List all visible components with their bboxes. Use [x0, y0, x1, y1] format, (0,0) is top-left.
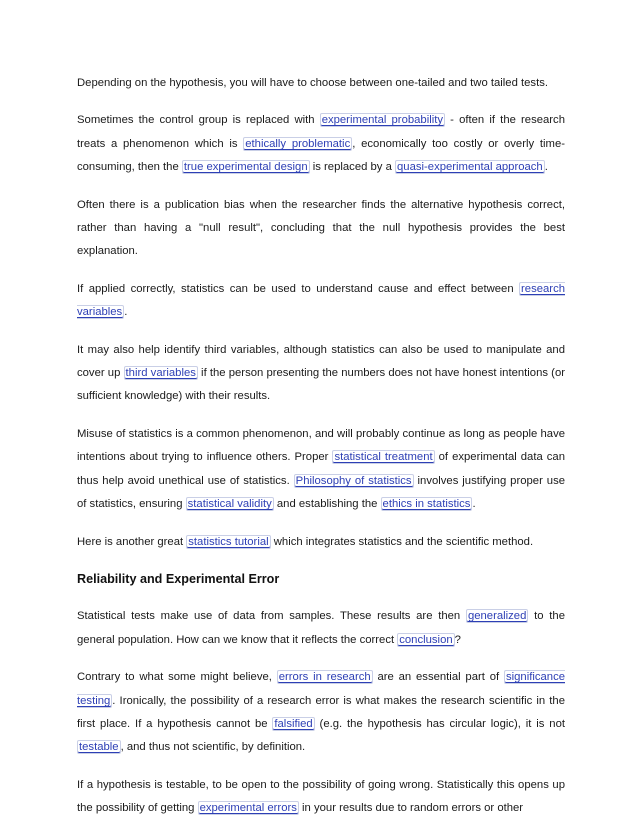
- paragraph-applied-correctly: [77, 278, 565, 325]
- link-significance-testing[interactable]: significance testing: [77, 671, 566, 707]
- paragraph-control-group: [77, 109, 565, 179]
- paragraph-text: Contrary to what some might believe,: [77, 671, 277, 684]
- paragraph-text: Here is another great: [77, 535, 187, 548]
- paragraph-text: is replaced by a: [309, 161, 396, 174]
- link-research-variables[interactable]: research variables: [77, 282, 565, 319]
- document-page: [77, 72, 565, 835]
- paragraph-misuse-of-statistics: [77, 423, 565, 517]
- paragraph-text: .: [544, 161, 548, 174]
- paragraph-text: If a hypothesis is testable, to be open to the possibility of going wrong. Statistically this opens up the possibility of getting: [77, 778, 565, 815]
- link-experimental-probability[interactable]: experimental probability: [321, 114, 444, 127]
- link-third-variables[interactable]: third variables: [125, 367, 196, 380]
- link-conclusion[interactable]: conclusion: [399, 633, 453, 646]
- paragraph-text: It may also help identify third variables, although statistics can also be used to manipulate and cover up: [77, 343, 565, 380]
- paragraph-samples: [77, 605, 565, 652]
- paragraph-text: ?: [454, 633, 461, 646]
- paragraph-text: of experimental data can thus help avoid unethical use of statistics.: [77, 451, 565, 487]
- paragraph-text: . Ironically, the possibility of a research error is what makes the research scientific in the first place. If a hypothesis cannot be: [77, 694, 565, 730]
- paragraph-text: if the person presenting the numbers does not have honest intentions (or sufficient knowledge) with their results.: [77, 367, 565, 403]
- link-statistical-treatment[interactable]: statistical treatment: [334, 451, 433, 464]
- paragraph-text: Often there is a publication bias when the researcher finds the alternative hypothesis correct, rather than having a "null result", concluding that the null hypothesis provides the best explanation.: [77, 198, 565, 258]
- paragraph-text: in your results due to random errors or other: [298, 802, 524, 815]
- paragraph-text: involves justifying proper use of statistics, ensuring: [77, 474, 566, 511]
- paragraph-tailed-tests: [77, 72, 565, 95]
- paragraph-testable-hypothesis: [77, 774, 565, 821]
- paragraph-text: Depending on the hypothesis, you will have to choose between one-tailed and two tailed tests.: [77, 77, 549, 89]
- link-statistical-validity[interactable]: statistical validity: [187, 498, 272, 511]
- paragraph-text: which integrates statistics and the scientific method.: [270, 535, 534, 548]
- paragraph-text: Statistical tests make use of data from samples. These results are then: [77, 610, 466, 623]
- link-generalized[interactable]: generalized: [467, 610, 527, 623]
- link-ethics-in-statistics[interactable]: ethics in statistics: [382, 498, 471, 511]
- paragraph-text: are an essential part of: [372, 671, 504, 684]
- paragraph-text: .: [472, 498, 476, 511]
- paragraph-errors-in-research: [77, 666, 565, 760]
- link-quasi-experimental-approach[interactable]: quasi-experimental approach: [397, 161, 543, 174]
- link-philosophy-of-statistics[interactable]: Philosophy of statistics: [295, 474, 412, 487]
- paragraph-third-variables: [77, 339, 565, 409]
- link-testable[interactable]: testable: [79, 741, 119, 754]
- paragraph-text: and establishing the: [273, 498, 381, 511]
- paragraph-text: Sometimes the control group is replaced with: [77, 114, 320, 127]
- link-errors-in-research[interactable]: errors in research: [278, 671, 371, 684]
- link-ethically-problematic[interactable]: ethically problematic: [245, 137, 351, 150]
- link-true-experimental-design[interactable]: true experimental design: [183, 161, 308, 174]
- paragraph-text: , and thus not scientific, by definition.: [120, 741, 306, 754]
- paragraph-text: to the general population. How can we know that it reflects the correct: [77, 610, 565, 646]
- section-heading: Reliability and Experimental Error: [77, 571, 280, 586]
- link-experimental-errors[interactable]: experimental errors: [199, 802, 297, 815]
- paragraph-text: - often if the research treats a phenomenon which is: [77, 114, 565, 150]
- paragraph-text: , economically too costly or overly time-consuming, then the: [77, 137, 565, 174]
- paragraph-text: .: [124, 306, 128, 319]
- link-statistics-tutorial[interactable]: statistics tutorial: [188, 535, 269, 548]
- paragraph-statistics-tutorial: [77, 531, 565, 554]
- paragraph-publication-bias: [77, 194, 565, 264]
- paragraph-text: If applied correctly, statistics can be used to understand cause and effect between: [77, 282, 520, 295]
- link-falsified[interactable]: falsified: [274, 717, 313, 730]
- paragraph-text: Misuse of statistics is a common phenomenon, and will probably continue as long as people have intentions about trying to influence others. Proper: [77, 427, 565, 464]
- paragraph-text: (e.g. the hypothesis has circular logic), it is not: [314, 717, 565, 730]
